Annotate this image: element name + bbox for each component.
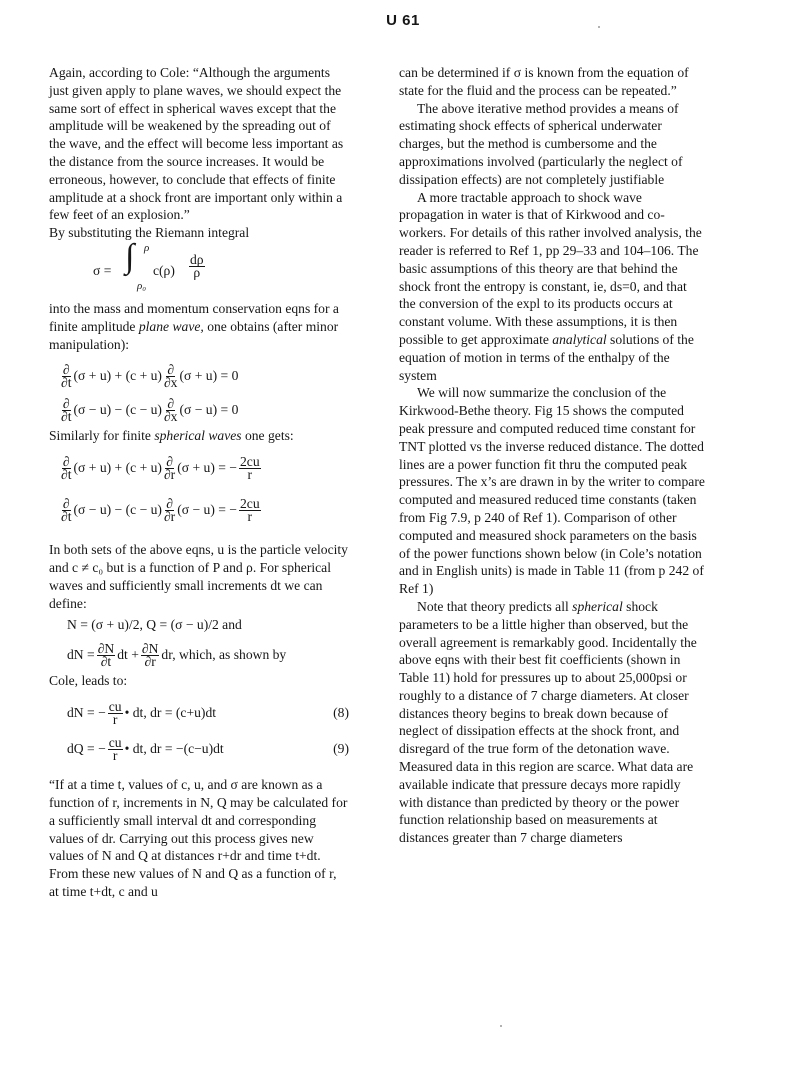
cole-quote-paragraph: Again, according to Cole: “Although the arguments just given apply to plane waves, we should expect the same sort of effect in spherical waves except that the amplitude will be weakened by the spreading out of the wave, and the effect will become less important as the distance from the source increases. It would be erroneous, however, to conclude that effects of finite amplitude at a shock front are important only within a few feet of an explosion.”: [49, 65, 344, 223]
riemann-lhs: σ =: [93, 262, 112, 278]
plane-equation-1: $\frac{\partial}{\partial t}$ (σ + u) + (c + u) $\frac{\partial}{\partial x}$ (σ + u) = 0: [61, 361, 239, 390]
plane-wave-intro: into the mass and momentum conservation eqns for a finite amplitude plane wave, one obtains (after minor manipulation):: [49, 300, 339, 352]
integral-upper-limit: ρ: [144, 241, 150, 254]
riemann-integral-equation: [49, 237, 349, 300]
left-column: [49, 64, 349, 901]
dn-expansion: dN = $\frac{\partial N}{\partial t}$ dt + $\frac{\partial N}{\partial r}$ dr, which, as shown by: [67, 640, 287, 669]
integral-lower-limit: ρ₀: [137, 279, 147, 292]
cole-leads-to: Cole, leads to:: [49, 673, 128, 689]
spherical-equation-1: $\frac{\partial}{\partial t}$ (σ + u) + (c + u) $\frac{\partial}{\partial r}$ (σ + u) = − $\frac{2cu}{r}$: [61, 453, 260, 482]
quote-continuation: can be determined if σ is known from the equation of state for the fluid and the process can be repeated.”: [399, 65, 689, 98]
equation-8-number: (8): [333, 705, 349, 721]
n-q-definition: N = (σ + u)/2, Q = (σ − u)/2 and: [67, 617, 242, 633]
kirkwood-paragraph: A more tractable approach to shock wave propagation in water is that of Kirkwood and co-workers. For details of this rather involved analysis, the reader is referred to Ref 1, pp 29–33 and 104–106. The basic assumptions of this theory are that behind the shock front the entropy is constant, ie, ds=0, and that the conversion of the expl to its products occurs at constant volume. With these assumptions, it is then possible to get approximate analytical solutions of the equation of motion in terms of the enthalpy of the system: [399, 189, 702, 383]
equation-8: dN = − $\frac{cu}{r}$ • dt, dr = (c+u)dt (8): [67, 698, 349, 727]
plane-equation-2: $\frac{\partial}{\partial t}$ (σ − u) − (c − u) $\frac{\partial}{\partial x}$ (σ − u) = 0: [61, 395, 239, 424]
integrand: c(ρ): [153, 262, 175, 278]
integral-sign: ∫: [125, 237, 135, 275]
riemann-intro: By substituting the Riemann integral: [49, 225, 250, 241]
theory-agreement-paragraph: Note that theory predicts all spherical shock parameters to be a little higher than observed, but the overall agreement is remarkably good. Incidentally the above eqns with their best fit coefficients (shown in Table 11) hold for pressures up to about 25,000psi or roughly to a distance of 7 charge diameters. At closer distances theory begins to break down because of neglect of dissipation effects at the shock front, and disregard of the true form of the detonation wave. Measured data in this region are scarce. What data are available indicate that pressure decays more rapidly with distance than predicted by theory or the power function relationship based on measurements at distances greater than 7 charge diameters: [399, 598, 697, 846]
equation-9-number: (9): [333, 741, 349, 757]
page-speck: [500, 1025, 502, 1027]
definitions-paragraph: In both sets of the above eqns, u is the particle velocity and c ≠ c₀ but is a function of P and ρ. For spherical waves and sufficiently small increments dt we can define:: [49, 542, 348, 611]
equation-9: dQ = − $\frac{cu}{r}$ • dt, dr = −(c−u)dt (9): [67, 734, 349, 763]
page-number: U 61: [386, 12, 420, 29]
iterative-method-paragraph: The above iterative method provides a means of estimating shock effects of spherical underwater charges, but the method is cumbersome and the approximations involved (particularly the neglect of dissipation effects) are not completely justifiable: [399, 100, 683, 187]
spherical-equation-2: $\frac{\partial}{\partial t}$ (σ − u) − (c − u) $\frac{\partial}{\partial r}$ (σ − u) = − $\frac{2cu}{r}$: [61, 495, 260, 524]
spherical-wave-intro: Similarly for finite spherical waves one gets:: [49, 428, 294, 444]
kirkwood-bethe-summary: We will now summarize the conclusion of the Kirkwood-Bethe theory. Fig 15 shows the computed peak pressure and computed reduced time constant for TNT plotted vs the inverse reduced distance. The dotted lines are a power function fit thru the computed peak pressures. The x’s are drawn in by the writer to compare computed and measured reduced time constants (taken from Fig 7.9, p 240 of Ref 1). Comparison of other computed and measured shock parameters on the basis of the power functions shown below (in Cole’s notation and in English units) is made in Table 11 (from p 242 of Ref 1): [399, 385, 705, 597]
right-column: [399, 64, 706, 847]
iteration-quote-paragraph: “If at a time t, values of c, u, and σ are known as a function of r, increments in N, Q may be calculated for a sufficiently small interval dt and corresponding values of dr. Carrying out this process gives new values of N and Q at distances r+dr and time t+dt. From these new values of N and Q as a function of r, at time t+dt, c and u: [49, 777, 348, 899]
page-speck: [598, 26, 600, 28]
d-rho-over-rho: $\frac{d\rho}{\rho}$: [190, 251, 204, 280]
